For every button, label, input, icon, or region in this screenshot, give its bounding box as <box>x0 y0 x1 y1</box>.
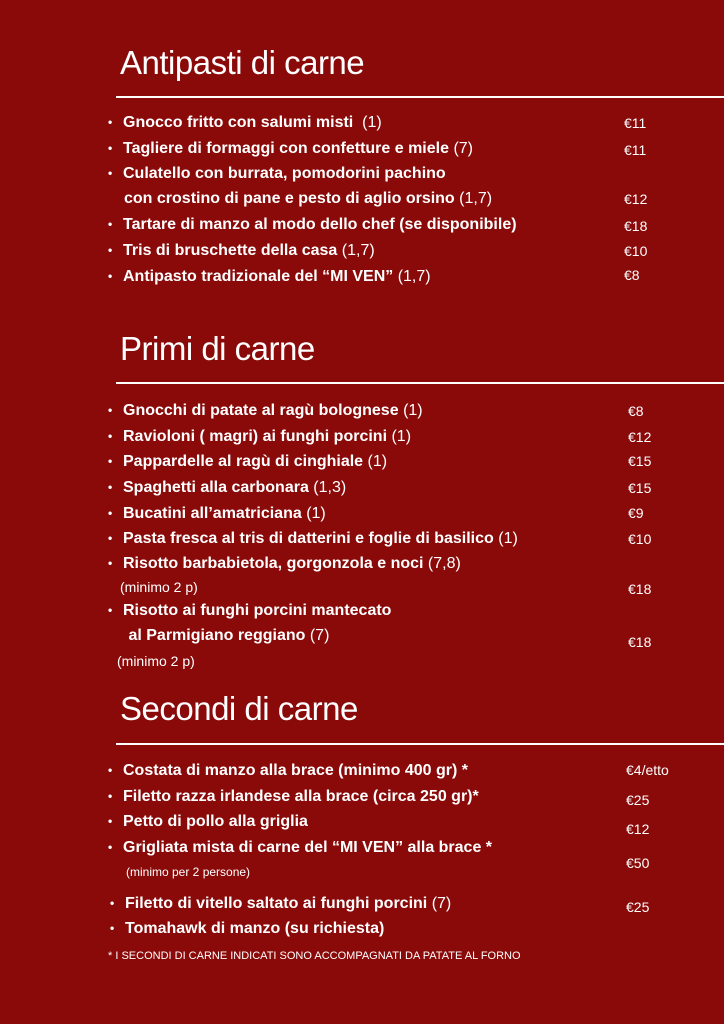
menu-item <box>108 600 391 621</box>
item-allergens: (7) <box>431 895 452 912</box>
bullet-icon: • <box>108 454 113 468</box>
item-name-cont: con crostino di pane e pesto di aglio orsino <box>124 190 455 207</box>
bullet-icon: • <box>108 603 113 617</box>
item-price: €10 <box>628 531 652 547</box>
item-name: Antipasto tradizionale del “MI VEN” <box>123 268 394 285</box>
item-name: Culatello con burrata, pomodorini pachino <box>123 165 446 182</box>
item-allergens: (1,3) <box>313 479 347 496</box>
item-name: Tris di bruschette della casa <box>123 242 338 259</box>
item-allergens: (1) <box>367 453 388 470</box>
item-name: Gnocco fritto con salumi misti <box>123 114 354 131</box>
item-name: Bucatini all’amatriciana <box>123 505 302 522</box>
item-price: €4/etto <box>626 762 669 778</box>
bullet-icon: • <box>108 531 113 545</box>
item-price: €11 <box>624 115 647 131</box>
item-name: Petto di pollo alla griglia <box>123 813 308 830</box>
bullet-icon: • <box>108 763 113 777</box>
bullet-icon: • <box>108 480 113 494</box>
item-name: Costata di manzo alla brace (minimo 400 gr) * <box>123 762 468 779</box>
item-allergens: (1) <box>391 428 412 445</box>
menu-item <box>108 503 326 524</box>
bullet-icon: • <box>108 814 113 828</box>
item-name: Filetto razza irlandese alla brace (circa 250 gr)* <box>123 788 479 805</box>
item-price: €25 <box>626 792 650 808</box>
menu-item <box>108 477 346 498</box>
item-price: €15 <box>628 453 652 469</box>
section-title-primi: Primi di carne <box>120 330 315 367</box>
item-allergens: (1,7) <box>341 242 375 259</box>
menu-item <box>108 138 473 159</box>
menu-item <box>108 837 492 858</box>
item-allergens: (1) <box>306 505 326 522</box>
item-allergens: (7,8) <box>427 555 461 572</box>
menu-item <box>108 214 517 235</box>
bullet-icon: • <box>108 429 113 443</box>
bullet-icon: • <box>108 789 113 803</box>
menu-item <box>108 240 375 261</box>
item-allergens: (7) <box>309 627 330 644</box>
item-allergens: (1) <box>403 402 423 419</box>
item-price: €25 <box>626 899 650 915</box>
item-price: €8 <box>624 267 640 283</box>
bullet-icon: • <box>108 556 113 570</box>
section-divider <box>116 382 724 384</box>
item-name: Risotto ai funghi porcini mantecato <box>123 602 392 619</box>
bullet-icon: • <box>108 269 113 283</box>
item-price: €12 <box>624 191 648 207</box>
item-price: €18 <box>628 634 652 650</box>
bullet-icon: • <box>108 243 113 257</box>
item-price: €11 <box>624 142 647 158</box>
item-name: Tartare di manzo al modo dello chef (se disponibile) <box>123 216 517 233</box>
item-name: Pasta fresca al tris di datterini e foglie di basilico <box>123 530 494 547</box>
item-allergens: (7) <box>453 140 474 157</box>
item-name: Gnocchi di patate al ragù bolognese <box>123 402 399 419</box>
item-price: €9 <box>628 505 644 521</box>
section-divider <box>116 743 724 745</box>
bullet-icon: • <box>108 115 113 129</box>
menu-item-continuation <box>124 626 329 646</box>
item-allergens: (1,7) <box>459 190 493 207</box>
item-name-cont: al Parmigiano reggiano <box>128 627 306 644</box>
item-name: Pappardelle al ragù di cinghiale <box>123 453 364 470</box>
item-allergens: (1,7) <box>397 268 431 285</box>
item-price: €15 <box>628 480 652 496</box>
footnote: * I SECONDI DI CARNE INDICATI SONO ACCOMPAGNATI DA PATATE AL FORNO <box>108 950 521 962</box>
item-price: €12 <box>626 821 650 837</box>
menu-item <box>108 811 308 832</box>
item-name: Filetto di vitello saltato ai funghi porcini <box>125 895 428 912</box>
menu-item <box>108 163 446 184</box>
item-price: €50 <box>626 855 650 871</box>
menu-item <box>108 451 387 472</box>
item-name: Risotto barbabietola, gorgonzola e noci <box>123 555 424 572</box>
menu-item <box>108 553 461 574</box>
menu-item <box>108 760 468 781</box>
menu-item-continuation <box>124 189 492 209</box>
menu-item <box>108 266 431 287</box>
item-price: €10 <box>624 243 648 259</box>
bullet-icon: • <box>108 403 113 417</box>
menu-item <box>108 112 382 133</box>
item-price: €18 <box>628 581 652 597</box>
item-price: €8 <box>628 403 644 419</box>
item-note: (minimo 2 p) <box>120 579 198 595</box>
item-note: (minimo per 2 persone) <box>126 865 251 879</box>
bullet-icon: • <box>108 141 113 155</box>
item-allergens: (1) <box>362 114 382 131</box>
item-name: Tagliere di formaggi con confetture e miele <box>123 140 449 157</box>
item-name: Grigliata mista di carne del “MI VEN” alla brace * <box>123 839 493 856</box>
menu-item <box>108 528 518 549</box>
item-note: (minimo 2 p) <box>117 653 195 669</box>
menu-item <box>108 426 411 447</box>
item-name: Ravioloni ( magri) ai funghi porcini <box>123 428 388 445</box>
section-title-antipasti: Antipasti di carne <box>120 44 365 81</box>
item-name: Spaghetti alla carbonara <box>123 479 309 496</box>
item-price: €12 <box>628 429 652 445</box>
bullet-icon: • <box>108 166 113 180</box>
bullet-icon: • <box>110 896 115 910</box>
section-title-secondi: Secondi di carne <box>120 690 358 727</box>
section-divider <box>116 96 724 98</box>
bullet-icon: • <box>108 840 113 854</box>
menu-item <box>110 918 384 939</box>
item-price: €18 <box>624 218 648 234</box>
item-name: Tomahawk di manzo (su richiesta) <box>125 920 385 937</box>
menu-item <box>108 786 479 807</box>
bullet-icon: • <box>108 217 113 231</box>
menu-item <box>108 400 423 421</box>
bullet-icon: • <box>108 506 113 520</box>
bullet-icon: • <box>110 921 115 935</box>
item-allergens: (1) <box>498 530 518 547</box>
menu-item <box>110 893 451 914</box>
